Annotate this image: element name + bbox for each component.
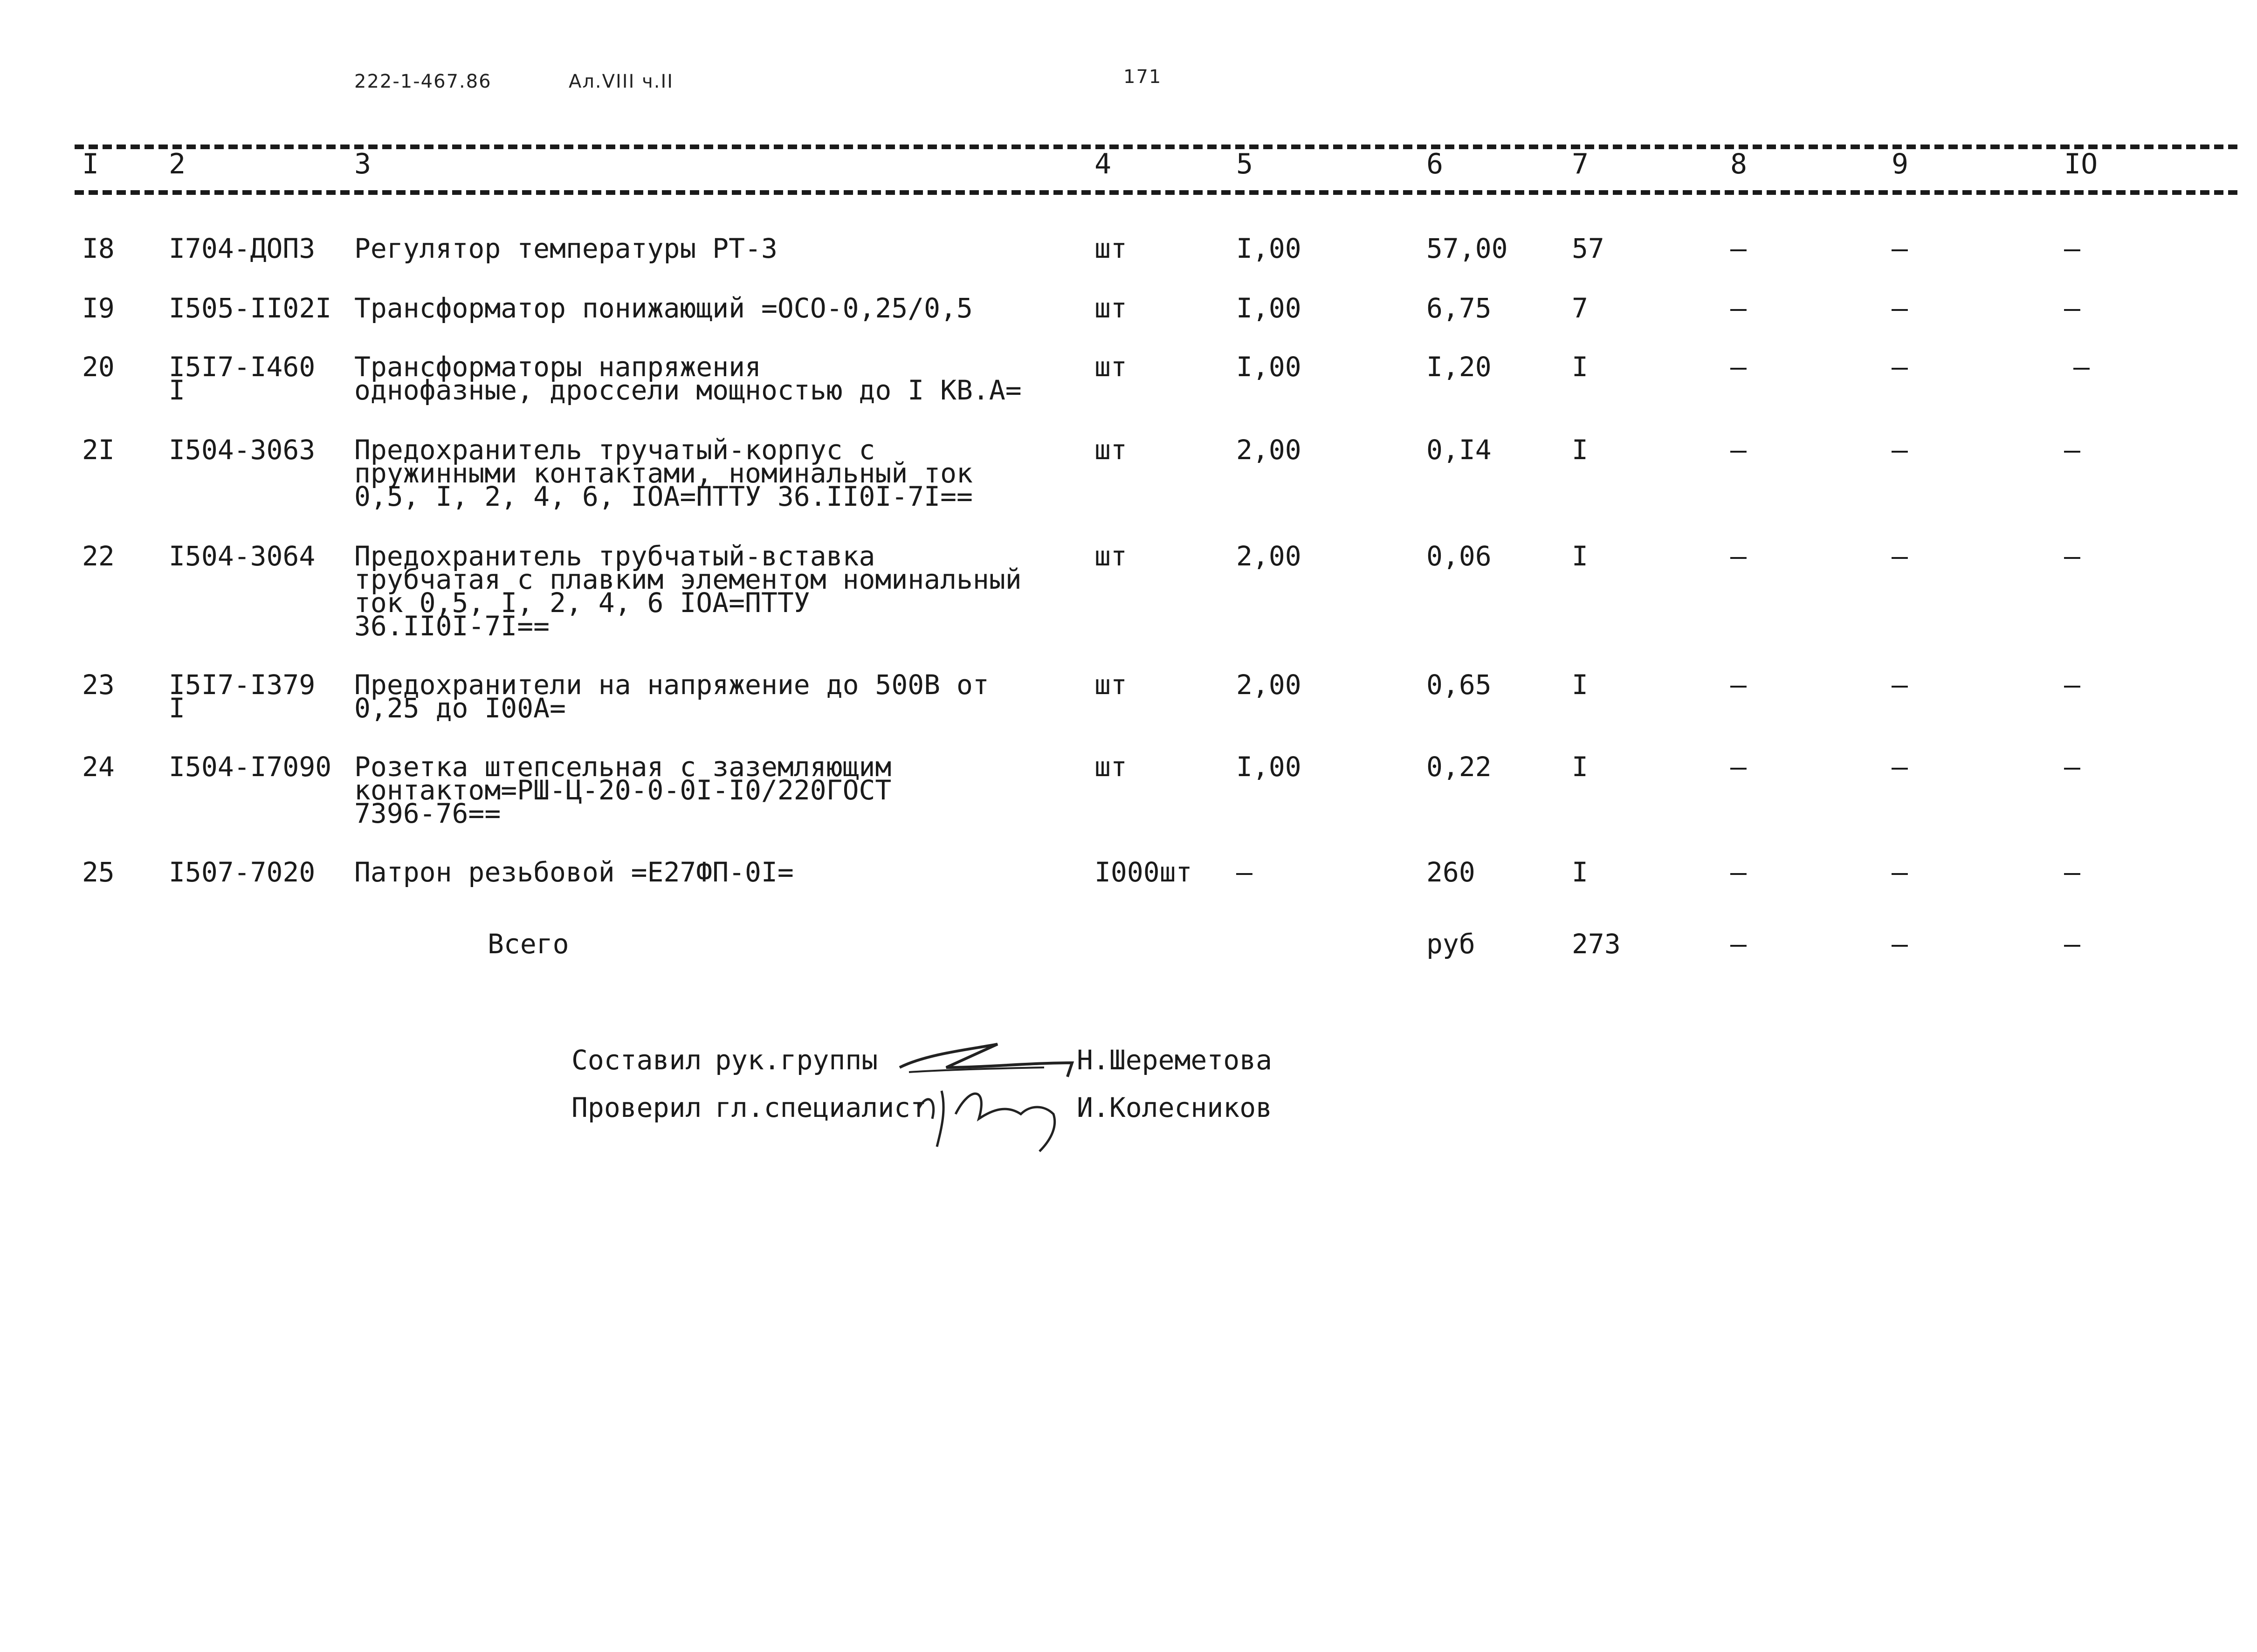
item-name: Предохранитель тручатый-корпус с пружинными контактами, номинальный ток 0,5, I, 2, 4, 6, IОА=ПТТУ 36.II0I-7I== (354, 434, 973, 512)
col8-value: – (1730, 292, 1747, 324)
total-cost: I (1572, 751, 1588, 783)
total-unit: руб (1426, 928, 1475, 960)
total-cost: 57 (1572, 233, 1604, 264)
col-header-5: 5 (1236, 148, 1253, 180)
item-code: I504-3063 (169, 434, 316, 466)
col9-value: – (1892, 540, 1908, 572)
item-name: Трансформаторы напряжения однофазные, дроссели мощностью до I КВ.А= (354, 351, 1022, 406)
col-header-3: 3 (354, 148, 372, 180)
unit: шт (1094, 540, 1127, 572)
col-header-7: 7 (1572, 148, 1589, 180)
row-number: 22 (82, 540, 115, 572)
unit: I000шт (1094, 856, 1192, 888)
col10-value: – (2064, 540, 2080, 572)
total-cost: I (1572, 434, 1588, 466)
col8-value: – (1730, 928, 1747, 960)
unit-price: 260 (1426, 856, 1475, 888)
unit-price: 57,00 (1426, 233, 1508, 264)
col-header-1: I (82, 148, 99, 180)
header-rule-bottom (75, 190, 2237, 195)
col8-value: – (1730, 751, 1747, 783)
quantity: – (1236, 856, 1252, 888)
col9-value: – (1892, 233, 1908, 264)
total-cost: I (1572, 540, 1588, 572)
col-header-4: 4 (1094, 148, 1112, 180)
unit: шт (1094, 434, 1127, 466)
item-code: I504-3064 (169, 540, 316, 572)
item-code: I704-ДОПЗ (169, 233, 316, 264)
row-number: 24 (82, 751, 115, 783)
total-label: Всего (488, 928, 569, 960)
doc-code: 222-1-467.86 (354, 71, 492, 92)
col10-value: – (2064, 928, 2080, 960)
compiled-by-name: Н.Шереметова (1077, 1044, 1273, 1076)
row-number: I9 (82, 292, 115, 324)
item-name: Трансформатор понижающий =ОСО-0,25/0,5 (354, 292, 973, 324)
quantity: 2,00 (1236, 540, 1301, 572)
item-name: Розетка штепсельная с заземляющим контактом=РШ-Ц-20-0-0I-I0/220ГОСТ 7396-76== (354, 751, 892, 829)
col10-value: – (2064, 233, 2080, 264)
col8-value: – (1730, 669, 1747, 701)
col9-value: – (1892, 928, 1908, 960)
item-code: I505-II02I (169, 292, 332, 324)
total-cost: I (1572, 856, 1588, 888)
col8-value: – (1730, 351, 1747, 383)
row-number: 25 (82, 856, 115, 888)
item-code: I5I7-I460 I (169, 351, 316, 406)
quantity: I,00 (1236, 351, 1301, 383)
col10-value: – (2073, 351, 2090, 383)
unit: шт (1094, 351, 1127, 383)
row-number: I8 (82, 233, 115, 264)
unit: шт (1094, 233, 1127, 264)
col10-value: – (2064, 292, 2080, 324)
total-cost: I (1572, 351, 1588, 383)
col9-value: – (1892, 751, 1908, 783)
item-name: Предохранители на напряжение до 500В от 0,25 до I00А= (354, 669, 989, 724)
item-code: I5I7-I379 I (169, 669, 316, 724)
quantity: I,00 (1236, 292, 1301, 324)
col10-value: – (2064, 669, 2080, 701)
unit-price: 0,65 (1426, 669, 1492, 701)
item-code: I504-I7090 (169, 751, 332, 783)
col8-value: – (1730, 233, 1747, 264)
col9-value: – (1892, 292, 1908, 324)
quantity: 2,00 (1236, 669, 1301, 701)
col9-value: – (1892, 351, 1908, 383)
col-header-9: 9 (1892, 148, 1909, 180)
col8-value: – (1730, 540, 1747, 572)
checked-by-name: И.Колесников (1077, 1092, 1273, 1123)
checked-by-action: Проверил (571, 1092, 702, 1123)
quantity: I,00 (1236, 233, 1301, 264)
header-rule-top (75, 145, 2237, 149)
unit-price: 0,22 (1426, 751, 1492, 783)
col-header-8: 8 (1730, 148, 1748, 180)
col10-value: – (2064, 856, 2080, 888)
item-name: Патрон резьбовой =Е27ФП-0I= (354, 856, 794, 888)
col10-value: – (2064, 434, 2080, 466)
unit-price: 0,I4 (1426, 434, 1492, 466)
row-number: 20 (82, 351, 115, 383)
item-name: Регулятор температуры РТ-З (354, 233, 778, 264)
item-code: I507-7020 (169, 856, 316, 888)
row-number: 2I (82, 434, 115, 466)
col9-value: – (1892, 434, 1908, 466)
unit: шт (1094, 669, 1127, 701)
item-name: Предохранитель трубчатый-вставка трубчатая с плавким элементом номинальный ток 0,5, I, 2, 4, 6 IОА=ПТТУ 36.II0I-7I== (354, 540, 1022, 642)
unit-price: I,20 (1426, 351, 1492, 383)
col10-value: – (2064, 751, 2080, 783)
unit: шт (1094, 751, 1127, 783)
page-number: 171 (1123, 66, 1162, 88)
unit-price: 0,06 (1426, 540, 1492, 572)
checked-by-role: гл.специалист (715, 1092, 927, 1123)
col8-value: – (1730, 434, 1747, 466)
unit: шт (1094, 292, 1127, 324)
col-header-2: 2 (169, 148, 186, 180)
unit-price: 6,75 (1426, 292, 1492, 324)
col9-value: – (1892, 856, 1908, 888)
row-number: 23 (82, 669, 115, 701)
col-header-10: IO (2064, 148, 2098, 180)
compiled-by-role: рук.группы (715, 1044, 878, 1076)
album-label: Ал.VIII ч.II (569, 71, 674, 92)
quantity: 2,00 (1236, 434, 1301, 466)
total-cost: 7 (1572, 292, 1588, 324)
quantity: I,00 (1236, 751, 1301, 783)
col-header-6: 6 (1426, 148, 1444, 180)
total-cost: I (1572, 669, 1588, 701)
col9-value: – (1892, 669, 1908, 701)
col8-value: – (1730, 856, 1747, 888)
compiled-by-action: Составил (571, 1044, 702, 1076)
signature-2-image (914, 1072, 1072, 1156)
total-sum: 273 (1572, 928, 1621, 960)
